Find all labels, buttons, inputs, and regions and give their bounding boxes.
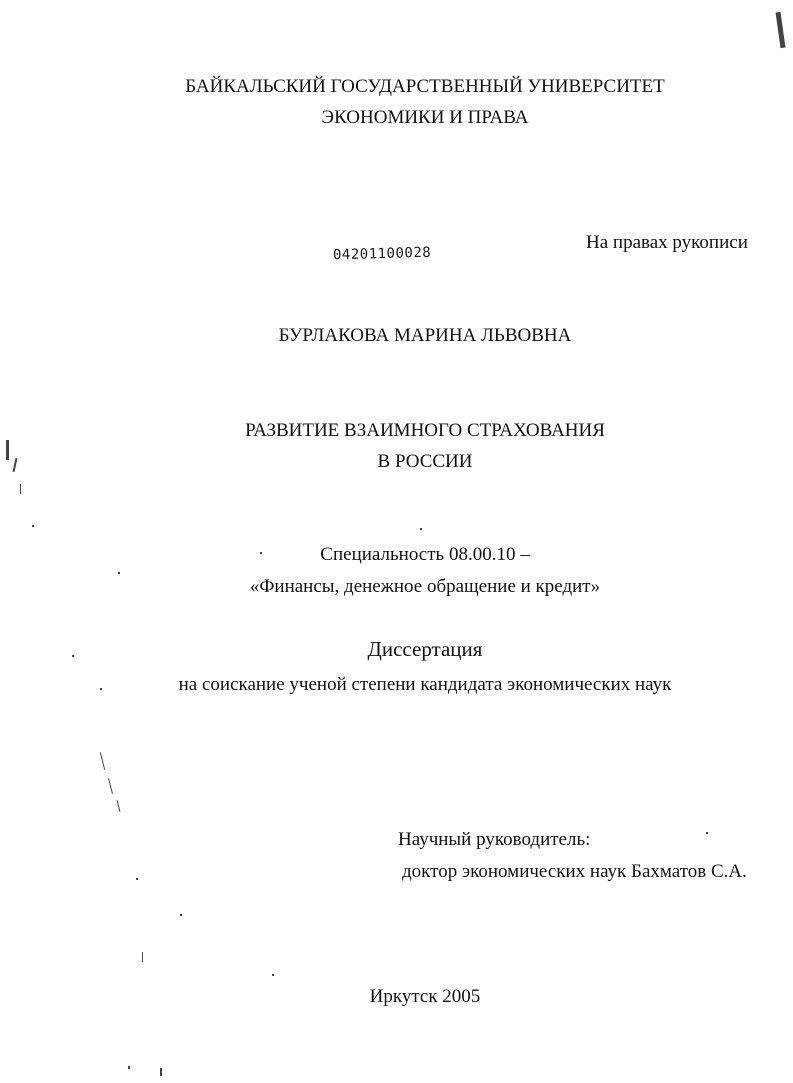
scan-artifact-mark xyxy=(100,688,102,690)
scan-artifact-mark xyxy=(108,778,113,794)
scan-artifact-mark xyxy=(142,952,143,962)
scan-artifact-mark xyxy=(118,572,120,574)
scan-artifact-mark xyxy=(706,832,708,834)
scan-artifact-mark xyxy=(128,1066,130,1069)
scan-artifact-mark xyxy=(117,800,121,812)
scan-artifact-mark xyxy=(100,752,105,770)
dissertation-title-line-2: В РОССИИ xyxy=(377,451,473,472)
degree-description: на соискание ученой степени кандидата экономических наук xyxy=(178,674,672,695)
specialty-code: Специальность 08.00.10 – xyxy=(320,544,530,565)
university-name-line-1: БАЙКАЛЬСКИЙ ГОСУДАРСТВЕННЫЙ УНИВЕРСИТЕТ xyxy=(185,76,665,97)
scan-artifact-mark xyxy=(420,528,422,530)
document-type-heading: Диссертация xyxy=(367,637,483,661)
specialty-name: «Финансы, денежное обращение и кредит» xyxy=(249,576,601,597)
scan-artifact-mark xyxy=(180,914,182,916)
scan-artifact-mark xyxy=(272,974,274,976)
supervisor-name: доктор экономических наук Бахматов С.А. xyxy=(402,861,747,882)
supervisor-label: Научный руководитель: xyxy=(398,829,591,850)
scan-artifact-mark xyxy=(136,878,138,880)
manuscript-rights-note: На правах рукописи xyxy=(586,232,748,253)
archive-number-stamp: 04201100028 xyxy=(332,244,432,264)
scan-artifact-mark xyxy=(32,525,34,527)
author-name: БУРЛАКОВА МАРИНА ЛЬВОВНА xyxy=(278,325,572,346)
scan-artifact-mark xyxy=(6,440,9,460)
city-and-year: Иркутск 2005 xyxy=(369,986,481,1007)
scan-artifact-mark xyxy=(20,484,21,494)
dissertation-title-line-1: РАЗВИТИЕ ВЗАИМНОГО СТРАХОВАНИЯ xyxy=(245,420,605,441)
scan-artifact-mark xyxy=(260,552,262,554)
university-name-line-2: ЭКОНОМИКИ И ПРАВА xyxy=(321,107,529,128)
scan-artifact-mark xyxy=(160,1068,162,1076)
scan-artifact-mark xyxy=(72,655,74,657)
scan-artifact-mark xyxy=(776,12,786,48)
